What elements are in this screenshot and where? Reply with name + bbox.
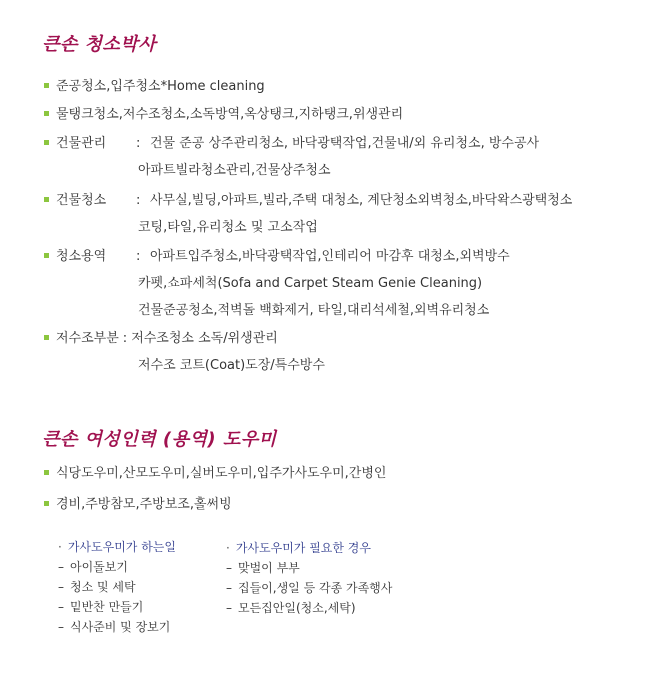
dot-icon: · [226,541,230,555]
list-item: – 맞벌이 부부 [226,561,300,575]
service-item: 건물관리 : 건물 준공 상주관리청소, 바닥광택작업,건물내/외 유리청소, 방수공사 [44,136,539,152]
list-item: – 아이돌보기 [58,560,128,574]
square-bullet-icon [44,111,49,116]
service-label: 저수조부분 [56,331,119,346]
service-label: 건물청소 [56,193,107,208]
list-item: – 식사준비 및 장보기 [58,620,171,634]
col2-heading: · 가사도우미가 필요한 경우 [226,541,371,555]
service-detail-line: 건물준공청소,적벽돌 백화제거, 타일,대리석세철,외벽유리청소 [138,303,490,318]
service-detail-line: 아파트빌라청소관리,건물상주청소 [138,163,331,178]
service-item: 물탱크청소,저수조청소,소독방역,옥상탱크,지하탱크,위생관리 [44,107,403,123]
list-item: – 집들이,생일 등 각종 가족행사 [226,581,393,595]
service-item: 청소용역 : 아파트입주청소,바닥광택작업,인테리어 마감후 대청소,외벽방수 [44,249,510,265]
square-bullet-icon [44,501,49,506]
square-bullet-icon [44,140,49,145]
list-item: – 모든집안일(청소,세탁) [226,601,356,615]
square-bullet-icon [44,470,49,475]
helper-item: 식당도우미,산모도우미,실버도우미,입주가사도우미,간병인 [44,466,386,482]
section1-title: 큰손 청소박사 [42,34,157,55]
service-detail-line: 코팅,타일,유리청소 및 고소작업 [138,220,318,235]
service-label: 건물관리 [56,136,107,151]
service-detail-line: 카펫,쇼파세척(Sofa and Carpet Steam Genie Cleaning) [138,276,483,291]
service-item: 건물청소 : 사무실,빌딩,아파트,빌라,주택 대청소, 계단청소외벽청소,바닥왁스광택청소 [44,193,572,209]
square-bullet-icon [44,83,49,88]
service-detail-line: 저수조 코트(Coat)도장/특수방수 [138,358,325,373]
col1-heading: · 가사도우미가 하는일 [58,540,176,554]
dot-icon: · [58,540,62,554]
service-label: 청소용역 [56,249,107,264]
service-item: 준공청소,입주청소*Home cleaning [44,79,265,95]
list-item: – 밑반찬 만들기 [58,600,144,614]
square-bullet-icon [44,197,49,202]
list-item: – 청소 및 세탁 [58,580,136,594]
square-bullet-icon [44,253,49,258]
square-bullet-icon [44,335,49,340]
section2-title: 큰손 여성인력 (용역) 도우미 [42,429,277,450]
helper-item: 경비,주방참모,주방보조,홀써빙 [44,497,232,513]
service-item: 저수조부분 : 저수조청소 소독/위생관리 [44,331,278,347]
